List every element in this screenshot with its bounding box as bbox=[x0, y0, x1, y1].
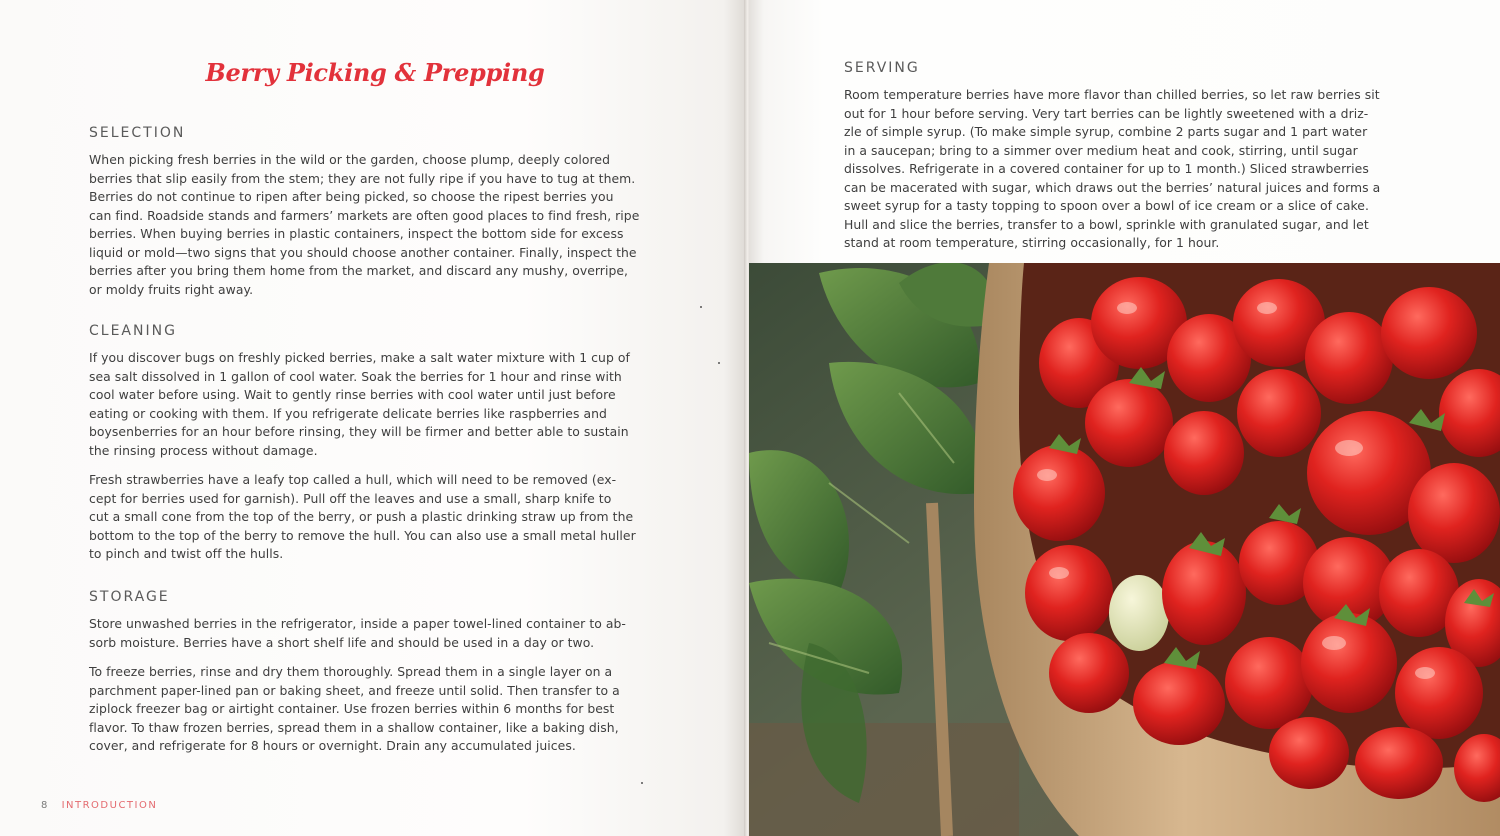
text-line: If you discover bugs on freshly picked berries, make a salt water mixture with 1 cup of bbox=[89, 350, 630, 365]
text-line: sorb moisture. Berries have a short shelf life and should be used in a day or two. bbox=[89, 634, 595, 650]
text-line: cut a small cone from the top of the berry, or push a plastic drinking straw up from the bbox=[89, 509, 634, 524]
text-line: to pinch and twist off the hulls. bbox=[89, 546, 284, 561]
paragraph bbox=[89, 349, 669, 460]
paper-speck bbox=[718, 362, 720, 364]
text-line: Berries do not continue to ripen after being picked, so choose the ripest berries you bbox=[89, 189, 614, 204]
text-line: out for 1 hour before serving. Very tart berries can be lightly sweetened with a driz- bbox=[844, 105, 1369, 121]
text-line: stand at room temperature, stirring occasionally, for 1 hour. bbox=[844, 235, 1220, 250]
text-line: berries after you bring them home from the market, and discard any mushy, overripe, bbox=[89, 263, 629, 278]
text-line: bottom to the top of the berry to remove the hull. You can also use a small metal huller bbox=[89, 527, 636, 543]
right-page bbox=[749, 0, 1500, 836]
page-footer bbox=[41, 800, 157, 811]
text-line: dissolves. Refrigerate in a covered container for up to 1 month.) Sliced strawberries bbox=[844, 161, 1369, 176]
text-line: eating or cooking with them. If you refrigerate delicate berries like raspberries and bbox=[89, 405, 607, 421]
text-line: boysenberries for an hour before rinsing, they will be firmer and better able to sustain bbox=[89, 424, 629, 439]
section-heading-storage: STORAGE bbox=[89, 589, 170, 605]
section-body bbox=[89, 151, 669, 299]
text-line: berries. When buying berries in plastic containers, inspect the bottom side for excess bbox=[89, 226, 624, 241]
text-line: flavor. To thaw frozen berries, spread them in a shallow container, like a baking dish, bbox=[89, 719, 619, 735]
footer-chapter-label: INTRODUCTION bbox=[61, 800, 158, 811]
text-line: zle of simple syrup. (To make simple syrup, combine 2 parts sugar and 1 part water bbox=[844, 124, 1368, 139]
text-line: can be macerated with sugar, which draws out the berries’ natural juices and forms a bbox=[844, 179, 1381, 195]
text-line: When picking fresh berries in the wild or the garden, choose plump, deeply colored bbox=[89, 152, 610, 167]
text-line: ziplock freezer bag or airtight container. Use frozen berries within 6 months for best bbox=[89, 701, 615, 716]
paper-speck bbox=[700, 306, 702, 308]
text-line: can find. Roadside stands and farmers’ markets are often good places to find fresh, ripe bbox=[89, 207, 640, 223]
section-storage bbox=[89, 589, 669, 767]
text-line: Fresh strawberries have a leafy top called a hull, which will need to be removed (ex- bbox=[89, 472, 617, 487]
section-cleaning bbox=[89, 323, 669, 575]
paragraph bbox=[89, 663, 669, 756]
text-line: liquid or mold—two signs that you should choose another container. Finally, inspect the bbox=[89, 244, 637, 260]
text-line: berries that slip easily from the stem; they are not fully ripe if you have to tug at them. bbox=[89, 170, 636, 186]
section-heading-cleaning: CLEANING bbox=[89, 323, 177, 339]
text-line: cover, and refrigerate for 8 hours or overnight. Drain any accumulated juices. bbox=[89, 738, 576, 753]
text-line: cept for berries used for garnish). Pull off the leaves and use a small, sharp knife to bbox=[89, 490, 612, 506]
section-body bbox=[89, 615, 669, 756]
text-line: parchment paper-lined pan or baking sheet, and freeze until solid. Then transfer to a bbox=[89, 682, 620, 698]
left-page bbox=[0, 0, 746, 836]
text-line: sea salt dissolved in 1 gallon of cool water. Soak the berries for 1 hour and rinse with bbox=[89, 368, 622, 384]
text-line: sweet syrup for a tasty topping to spoon over a bowl of ice cream or a slice of cake. bbox=[844, 198, 1369, 213]
paragraph bbox=[89, 151, 669, 299]
page-number: 8 bbox=[41, 800, 49, 811]
section-heading-serving: SERVING bbox=[844, 60, 920, 76]
paragraph bbox=[89, 615, 669, 652]
text-line: cool water before using. Wait to gently rinse berries with cool water until just before bbox=[89, 387, 616, 402]
paragraph bbox=[89, 471, 669, 564]
paragraph bbox=[844, 86, 1414, 253]
text-line: in a saucepan; bring to a simmer over medium heat and cook, stirring, until sugar bbox=[844, 142, 1358, 158]
section-heading-selection: SELECTION bbox=[89, 125, 186, 141]
section-body bbox=[844, 86, 1414, 253]
text-line: To freeze berries, rinse and dry them thoroughly. Spread them in a single layer on a bbox=[89, 664, 613, 679]
section-body bbox=[89, 349, 669, 564]
page-title: Berry Picking & Prepping bbox=[205, 58, 545, 87]
paper-speck bbox=[641, 782, 643, 784]
text-line: the rinsing process without damage. bbox=[89, 442, 318, 458]
section-selection bbox=[89, 125, 669, 310]
text-line: Store unwashed berries in the refrigerator, inside a paper towel-lined container to ab- bbox=[89, 616, 626, 631]
section-serving bbox=[844, 60, 1414, 264]
text-line: Hull and slice the berries, transfer to a bowl, sprinkle with granulated sugar, and let bbox=[844, 216, 1369, 232]
strawberries-photo bbox=[749, 263, 1500, 836]
text-line: or moldy fruits right away. bbox=[89, 281, 254, 297]
text-line: Room temperature berries have more flavor than chilled berries, so let raw berries sit bbox=[844, 87, 1380, 102]
